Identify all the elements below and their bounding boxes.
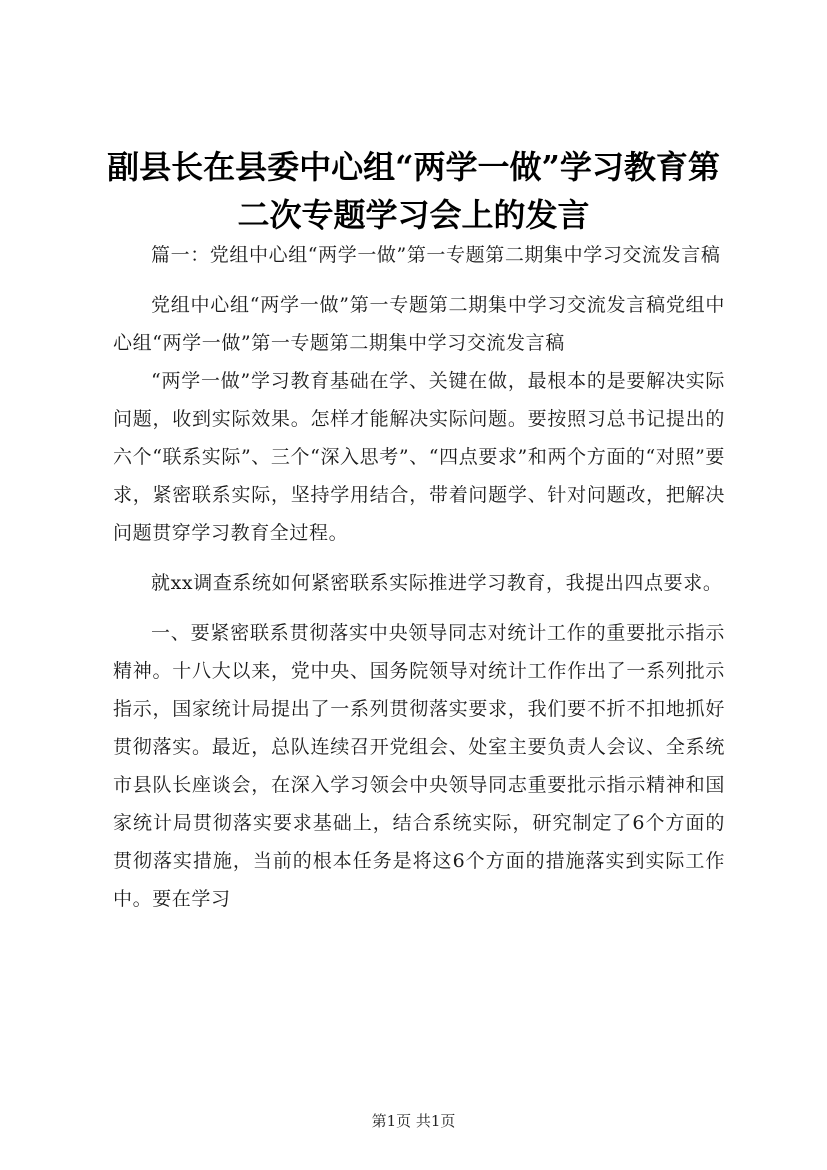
- paragraph-2: 党组中心组“两学一做”第一专题第二期集中学习交流发言稿党组中心组“两学一做”第一专题第二期集中学习交流发言稿: [113, 294, 725, 354]
- paragraph-4: 就xx调查系统如何紧密联系实际推进学习教育，我提出四点要求。: [151, 572, 723, 594]
- page-footer: 第1页 共1页: [371, 1112, 456, 1130]
- document-title: 副县长在县委中心组“两学一做”学习教育第二次专题学习会上的发言: [107, 148, 720, 234]
- paragraph-1: 篇一：党组中心组“两学一做”第一专题第二期集中学习交流发言稿: [151, 244, 721, 266]
- paragraph-5: 一、要紧密联系贯彻落实中央领导同志对统计工作的重要批示指示精神。十八大以来，党中央、国务院领导对统计工作作出了一系列批示指示，国家统计局提出了一系列贯彻落实要求，我们要不折不扣地抓好贯彻落实。最近，总队连续召开党组会、处室主要负责人会议、全系统市县队长座谈会，在深入学习领会中央领导同志重要批示指示精神和国家统计局贯彻落实要求基础上，结合系统实际，研究制定了6个方面的贯彻落实措施，当前的根本任务是将这6个方面的措施落实到实际工作中。要在学习: [113, 622, 725, 910]
- document-body: [113, 236, 725, 918]
- paragraph-3: “两学一做”学习教育基础在学、关键在做，最根本的是要解决实际问题，收到实际效果。怎样才能解决实际问题。要按照习总书记提出的六个“联系实际”、三个“深入思考”、“四点要求”和两个方面的“对照”要求，紧密联系实际，坚持学用结合，带着问题学、针对问题改，把解决问题贯穿学习教育全过程。: [113, 370, 725, 544]
